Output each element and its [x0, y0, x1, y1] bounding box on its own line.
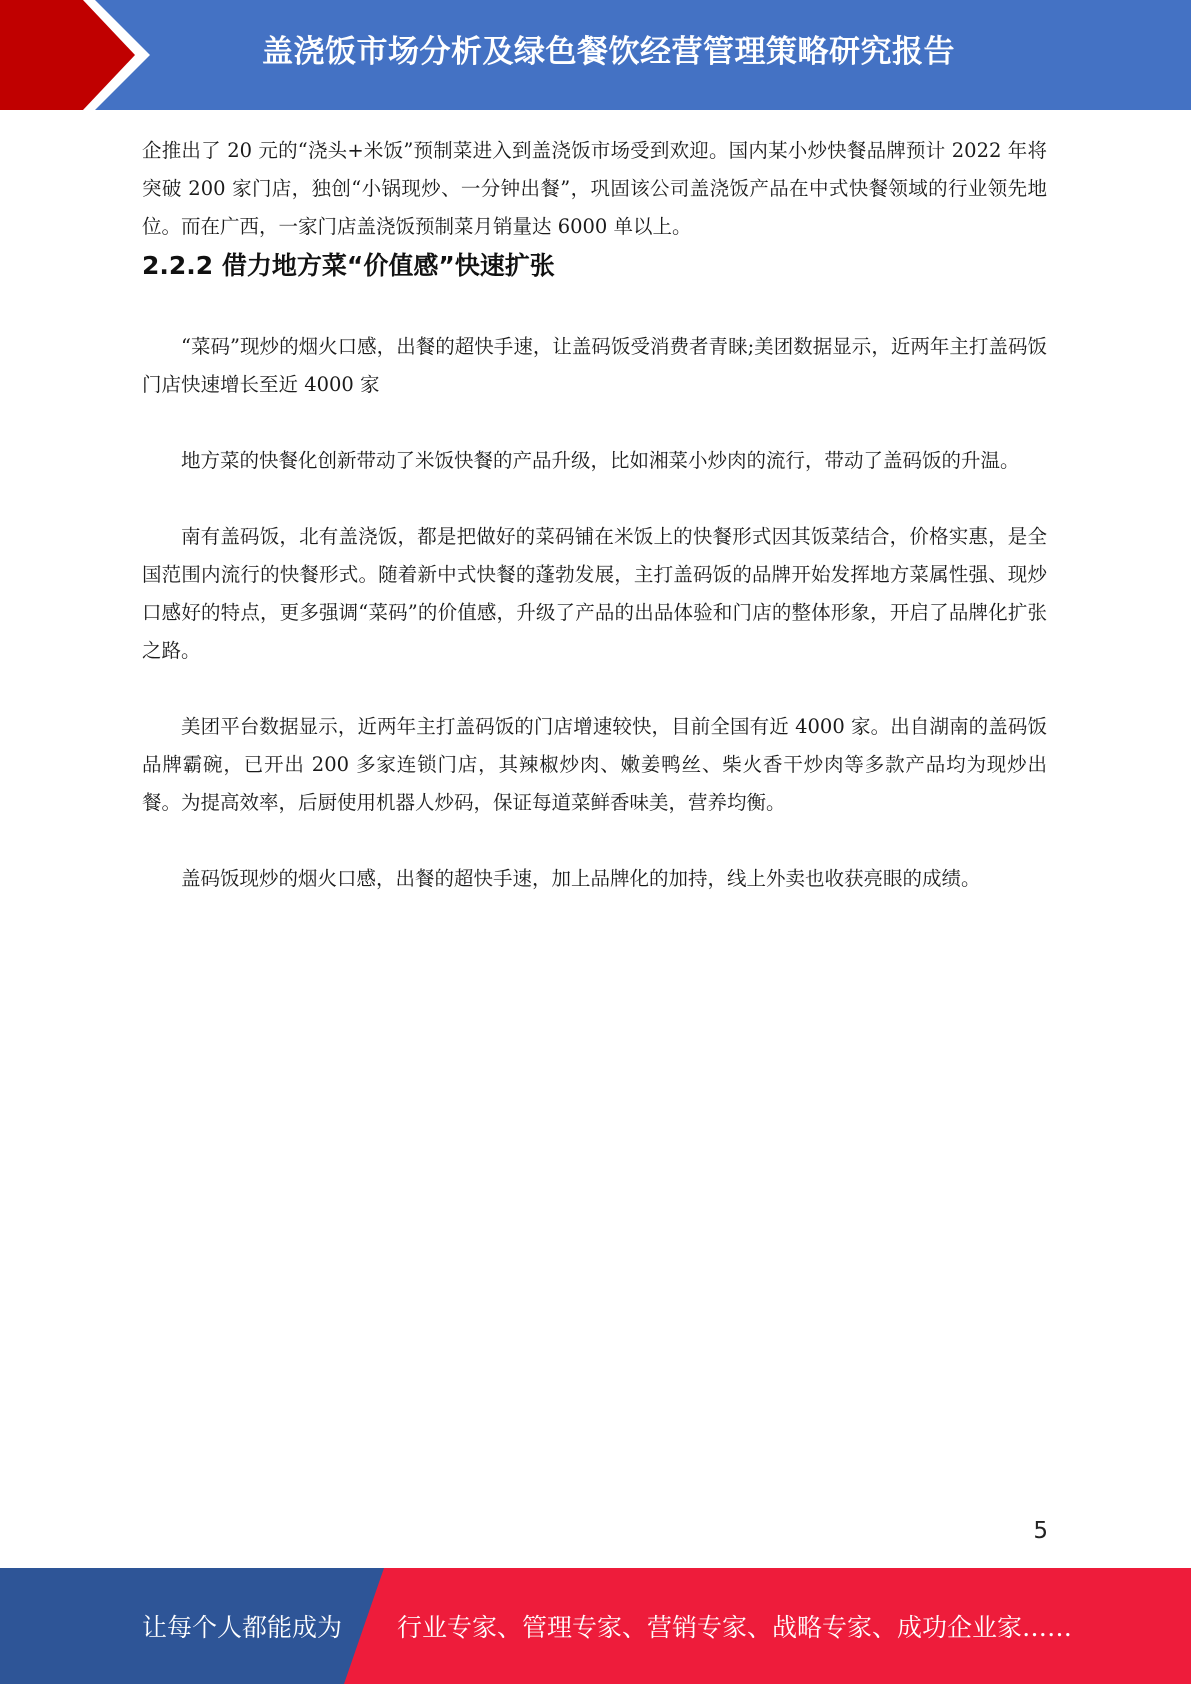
- body-paragraph: “菜码”现炒的烟火口感，出餐的超快手速，让盖码饭受消费者青睐;美团数据显示，近两年主打盖码饭门店快速增长至近 4000 家: [142, 335, 1047, 396]
- footer-slogan-left: 让每个人都能成为: [142, 1613, 343, 1642]
- header-band: [0, 0, 1191, 110]
- document-title: 盖浇饭市场分析及绿色餐饮经营管理策略研究报告: [262, 34, 955, 70]
- section-heading: 2.2.2 借力地方菜“价值感”快速扩张: [142, 251, 555, 280]
- header-arrow-decoration: [0, 0, 160, 110]
- intro-paragraph: 企推出了 20 元的“浇头+米饭”预制菜进入到盖浇饭市场受到欢迎。国内某小炒快餐品牌预计 2022 年将突破 200 家门店，独创“小锅现炒、一分钟出餐”，巩固该公司盖浇饭产品在中式快餐领域的行业领先地位。而在广西，一家门店盖浇饭预制菜月销量达 6000 单以上。: [142, 139, 1047, 238]
- footer-slogan-right: 行业专家、管理专家、营销专家、战略专家、成功企业家……: [397, 1613, 1073, 1642]
- page-number: 5: [1033, 1518, 1048, 1544]
- body-paragraph: 地方菜的快餐化创新带动了米饭快餐的产品升级，比如湘菜小炒肉的流行，带动了盖码饭的升温。: [181, 449, 1020, 472]
- body-paragraph: 美团平台数据显示，近两年主打盖码饭的门店增速较快，目前全国有近 4000 家。出自湖南的盖码饭品牌霸碗，已开出 200 多家连锁门店，其辣椒炒肉、嫩姜鸭丝、柴火香干炒肉等多款产品均为现炒出餐。为提高效率，后厨使用机器人炒码，保证每道菜鲜香味美，营养均衡。: [142, 715, 1047, 814]
- body-paragraph: 盖码饭现炒的烟火口感，出餐的超快手速，加上品牌化的加持，线上外卖也收获亮眼的成绩。: [181, 867, 981, 890]
- page-content: [142, 132, 1047, 898]
- body-paragraph: 南有盖码饭，北有盖浇饭，都是把做好的菜码铺在米饭上的快餐形式因其饭菜结合，价格实惠，是全国范围内流行的快餐形式。随着新中式快餐的蓬勃发展，主打盖码饭的品牌开始发挥地方菜属性强、现炒口感好的特点，更多强调“菜码”的价值感，升级了产品的出品体验和门店的整体形象，开启了品牌化扩张之路。: [142, 525, 1047, 662]
- footer-band: [0, 1568, 1191, 1684]
